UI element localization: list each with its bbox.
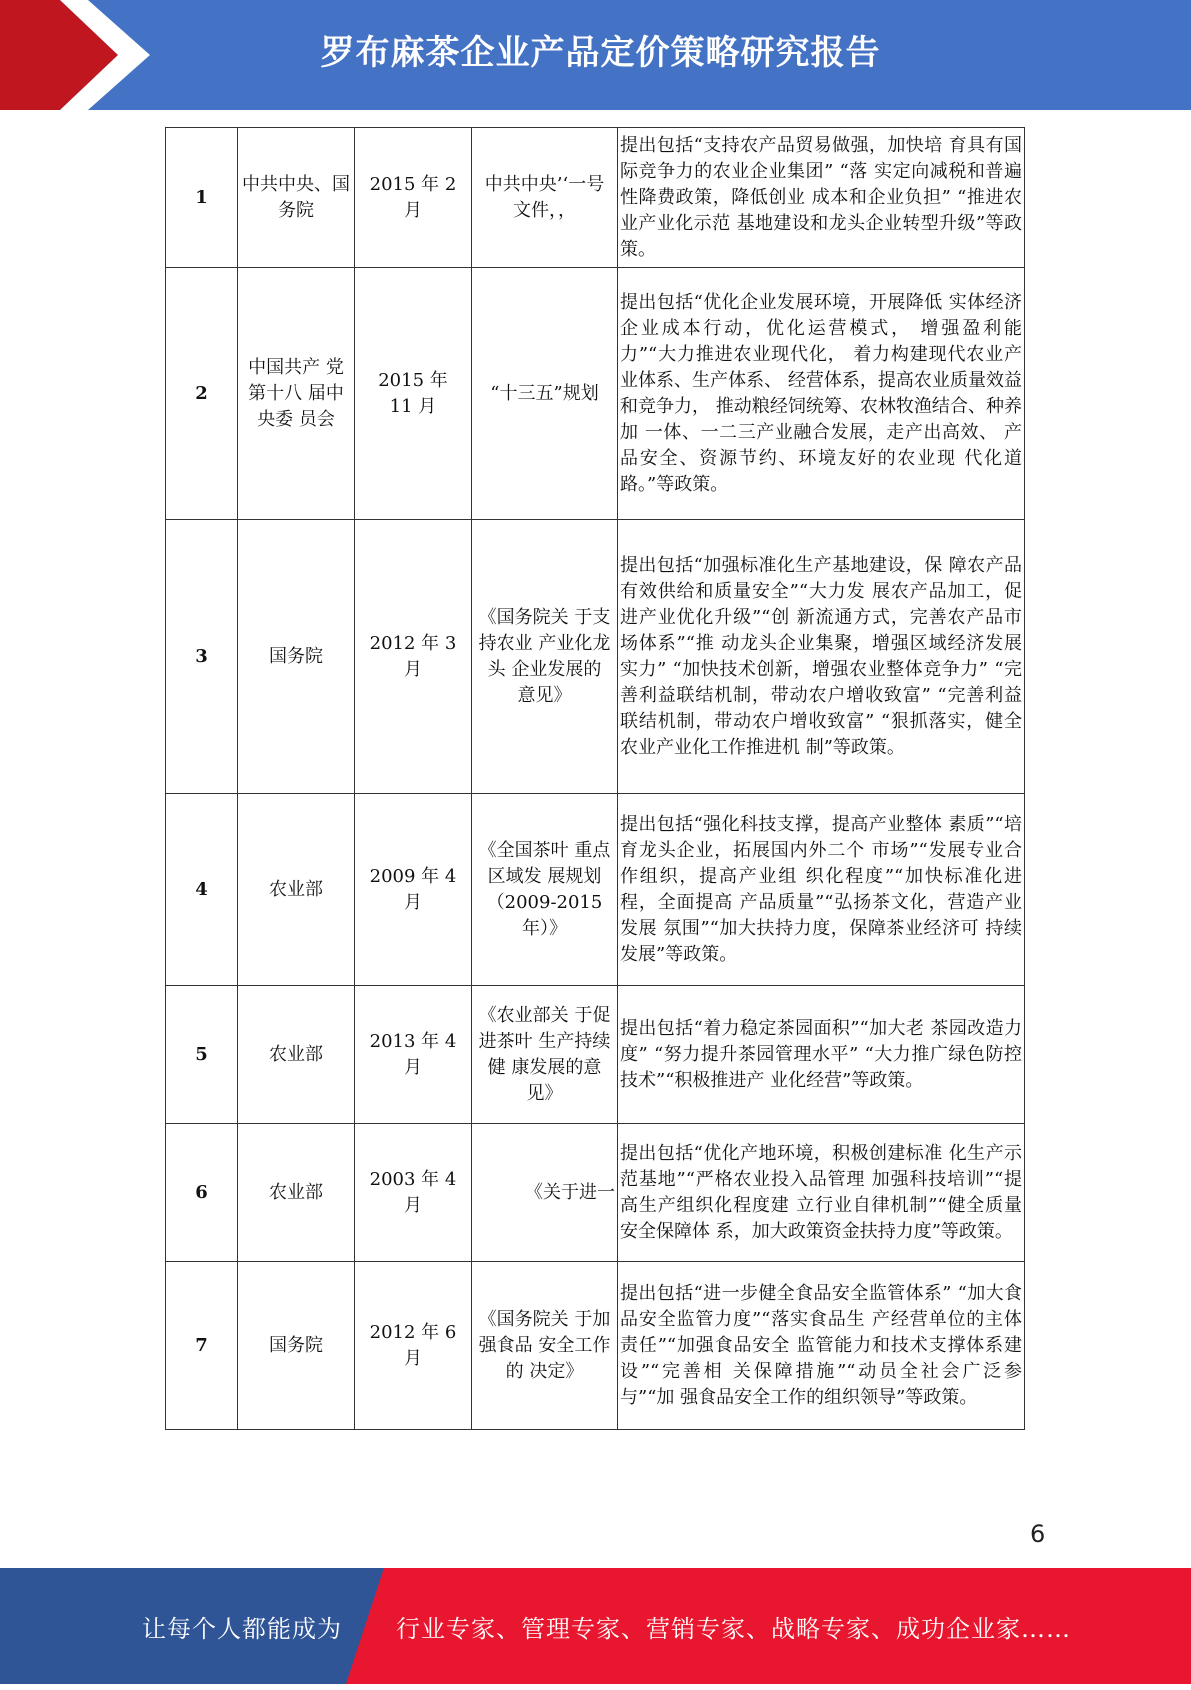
policy-content: 提出包括“着力稳定茶园面积”“加大老 茶园改造力度” “努力提升茶园管理水平” “大力推广绿色防控技术”“积极推进产 业化经营”等政策。 <box>618 986 1025 1124</box>
issuing-department: 国务院 <box>238 520 355 794</box>
issue-date: 2015 年 11 月 <box>355 268 472 520</box>
issue-date: 2003 年 4 月 <box>355 1124 472 1262</box>
row-number: 4 <box>166 794 238 986</box>
issue-date: 2013 年 4 月 <box>355 986 472 1124</box>
table-row <box>166 128 1025 268</box>
row-number: 3 <box>166 520 238 794</box>
document-name: 《关于进一 <box>472 1124 618 1262</box>
table-row <box>166 986 1025 1124</box>
issuing-department: 农业部 <box>238 794 355 986</box>
report-title: 罗布麻茶企业产品定价策略研究报告 <box>320 33 881 73</box>
row-number: 5 <box>166 986 238 1124</box>
issuing-department: 农业部 <box>238 986 355 1124</box>
row-number: 6 <box>166 1124 238 1262</box>
policy-table <box>165 127 1025 1430</box>
row-number: 2 <box>166 268 238 520</box>
row-number: 1 <box>166 128 238 268</box>
table-row <box>166 794 1025 986</box>
policy-content: 提出包括“进一步健全食品安全监管体系” “加大食品安全监管力度”“落实食品生 产经营单位的主体责任”“加强食品安全 监管能力和技术支撑体系建设”“完善相 关保障措施”“动员全社会广泛参与”“加 强食品安全工作的组织领导”等政策。 <box>618 1262 1025 1430</box>
issuing-department: 国务院 <box>238 1262 355 1430</box>
row-number: 7 <box>166 1262 238 1430</box>
table-row <box>166 1262 1025 1430</box>
policy-content: 提出包括“优化企业发展环境，开展降低 实体经济企业成本行动，优化运营模式， 增强盈利能力”“大力推进农业现代化， 着力构建现代农业产业体系、生产体系、 经营体系，提高农业质量效益和竞争力， 推动粮经饲统筹、农林牧渔结合、种养加 一体、一二三产业融合发展，走产出高效、 产品安全、资源节约、环境友好的农业现 代化道路。”等政策。 <box>618 268 1025 520</box>
table-row <box>166 520 1025 794</box>
document-name: 《全国茶叶 重点区域发 展规划（2009-2015年）》 <box>472 794 618 986</box>
page-number: 6 <box>1030 1520 1046 1548</box>
policy-content: 提出包括“支持农产品贸易做强，加快培 育具有国际竞争力的农业企业集团” “落 实定向减税和普遍性降费政策，降低创业 成本和企业负担” “推进农业产业化示范 基地建设和龙头企业转型升级”等政策。 <box>618 128 1025 268</box>
issue-date: 2012 年 6 月 <box>355 1262 472 1430</box>
issue-date: 2009 年 4 月 <box>355 794 472 986</box>
policy-content: 提出包括“优化产地环境，积极创建标准 化生产示范基地”“严格农业投入品管理 加强科技培训”“提高生产组织化程度建 立行业自律机制”“健全质量安全保障体 系，加大政策资金扶持力度”等政策。 <box>618 1124 1025 1262</box>
footer-slogan-right: 行业专家、管理专家、营销专家、战略专家、成功企业家…… <box>396 1615 1071 1643</box>
page-footer <box>0 1568 1191 1684</box>
footer-slogan-left: 让每个人都能成为 <box>142 1615 342 1643</box>
issue-date: 2015 年 2 月 <box>355 128 472 268</box>
issuing-department: 中国共产 党第十八 届中央委 员会 <box>238 268 355 520</box>
document-name: 中共中央’‘一号文件，， <box>472 128 618 268</box>
document-name: “十三五”规划 <box>472 268 618 520</box>
policy-content: 提出包括“强化科技支撑，提高产业整体 素质”“培育龙头企业，拓展国内外二个 市场”“发展专业合作组织，提高产业组 织化程度”“加快标准化进程，全面提高 产品质量”“弘扬茶文化，营造产业发展 氛围”“加大扶持力度，保障茶业经济可 持续发展”等政策。 <box>618 794 1025 986</box>
issuing-department: 中共中央、国务院 <box>238 128 355 268</box>
table-row <box>166 268 1025 520</box>
document-name: 《农业部关 于促进茶叶 生产持续健 康发展的意 见》 <box>472 986 618 1124</box>
page-header <box>0 0 1191 110</box>
table-row <box>166 1124 1025 1262</box>
issuing-department: 农业部 <box>238 1124 355 1262</box>
document-name: 《国务院关 于加强食品 安全工作的 决定》 <box>472 1262 618 1430</box>
issue-date: 2012 年 3 月 <box>355 520 472 794</box>
document-name: 《国务院关 于支持农业 产业化龙头 企业发展的 意见》 <box>472 520 618 794</box>
policy-content: 提出包括“加强标准化生产基地建设，保 障农产品有效供给和质量安全”“大力发 展农产品加工，促进产业优化升级”“创 新流通方式，完善农产品市场体系”“推 动龙头企业集聚，增强区域经济发展实力” “加快技术创新，增强农业整体竞争力” “完善利益联结机制，带动农户增收致富” “完善利益联结机制，带动农户增收致富” “狠抓落实，健全农业产业化工作推进机 制”等政策。 <box>618 520 1025 794</box>
